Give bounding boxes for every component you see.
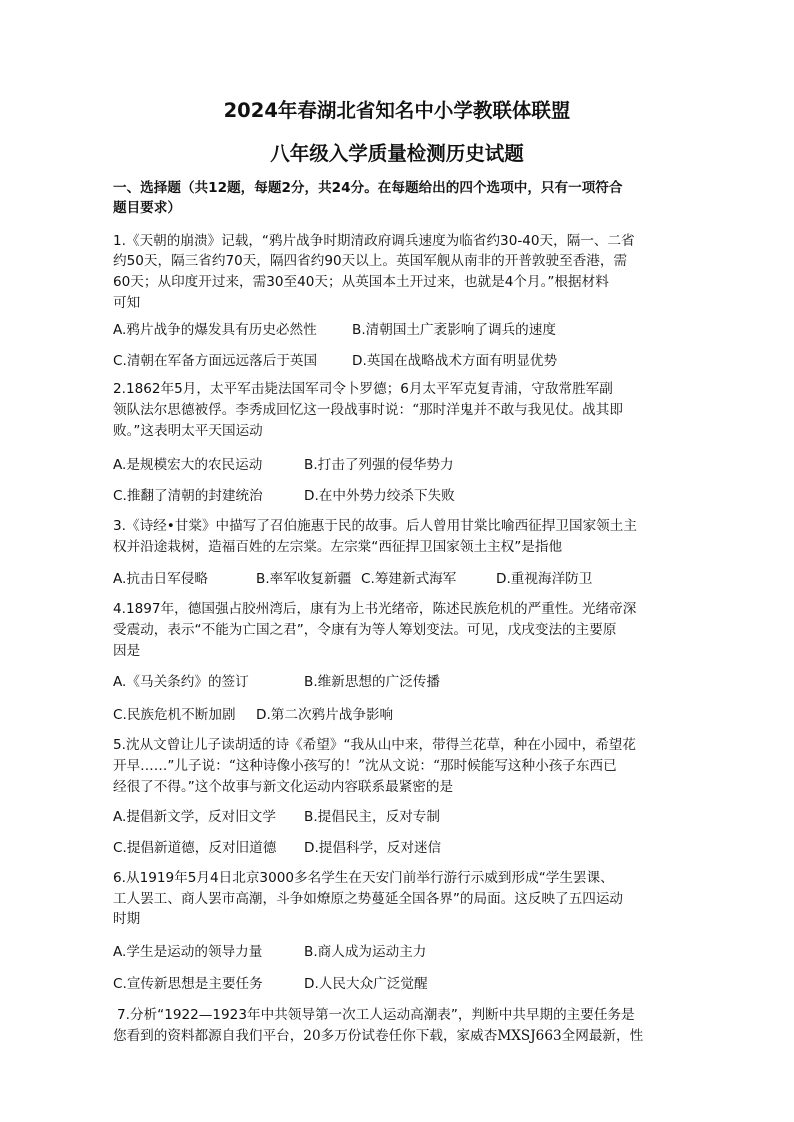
q1-line: 60天；从印度开过来，需30至40天；从英国本土开过来，也就是4个月。”根据材料 xyxy=(113,274,609,290)
exam-title-line1: 2024年春湖北省知名中小学教联体联盟 xyxy=(223,99,571,122)
q1-line: 1.《天朝的崩溃》记载，“鸦片战争时期清政府调兵速度为临省约30-40天，隔一、二省 xyxy=(113,233,635,249)
q6-line: 时期 xyxy=(113,911,141,927)
q6-line: 6.从1919年5月4日北京3000多名学生在天安门前举行游行示威到形成“学生罢课、 xyxy=(113,870,614,886)
q5-line: 5.沈从文曾让儿子读胡适的诗《希望》“我从山中来，带得兰花草，种在小园中，希望花 xyxy=(113,737,636,753)
q4-option-c: C.民族危机不断加剧 xyxy=(113,707,236,723)
q1-line: 可知 xyxy=(113,295,141,311)
q6-option-a: A.学生是运动的领导力量 xyxy=(113,944,263,960)
section-heading-line1: 一、选择题（共12题，每题2分，共24分。在每题给出的四个选项中，只有一项符合 xyxy=(113,180,623,196)
q7-line: 7.分析“1922—1923年中共领导第一次工人运动高潮表”，判断中共早期的主要任务是 xyxy=(117,1007,635,1023)
q2-line: 败。”这表明太平天国运动 xyxy=(113,423,263,439)
q3-line: 权并沿途栽树，造福百姓的左宗棠。左宗棠“西征捍卫国家领土主权”是指他 xyxy=(113,539,563,555)
q5-option-b: B.提倡民主，反对专制 xyxy=(304,809,440,825)
q5-line-text: 开早……”儿子说： xyxy=(113,758,229,774)
q1-option-d: D.英国在战略战术方面有明显优势 xyxy=(352,353,558,369)
q2-option-a: A.是规模宏大的农民运动 xyxy=(113,457,263,473)
q1-line: 约50天，隔三省约70天，隔四省约90天以上。英国军舰从南非的开普敦驶至香港，需 xyxy=(113,253,628,269)
q2-quote-text: “那时洋鬼并不敢与我见仗。战其即 xyxy=(412,402,623,418)
q4-line: 受震动，表示“不能为亡国之君”，令康有为等人筹划变法。可见，戊戌变法的主要原 xyxy=(113,622,617,638)
q2-line-text: 领队法尔思德被俘。李秀成回忆这一段战事时说： xyxy=(113,402,413,418)
q5-line: 经很了不得。”这个故事与新文化运动内容联系最紧密的是 xyxy=(113,779,454,795)
q1-option-a: A.鸦片战争的爆发具有历史必然性 xyxy=(113,322,317,338)
q5-quote-text: “这种诗像小孩写的！”沈从文说：“那时候能写这种小孩子东西已 xyxy=(228,758,617,774)
q3-option-b: B.率军收复新疆 xyxy=(256,571,352,587)
q3-line: 3.《诗经•甘棠》中描写了召伯施惠于民的故事。后人曾用甘棠比喻西征捍卫国家领土主 xyxy=(113,518,637,534)
q6-option-d: D.人民大众广泛觉醒 xyxy=(304,976,428,992)
q6-line: 工人罢工、商人罢市高潮，斗争如燎原之势蔓延全国各界”的局面。这反映了五四运动 xyxy=(113,891,624,907)
q2-line: 2.1862年5月，太平军击毙法国军司令卜罗德；6月太平军克复青浦，守敌常胜军副 xyxy=(113,381,613,397)
q2-line xyxy=(113,398,623,418)
q4-line: 4.1897年，德国强占胶州湾后，康有为上书光绪帝，陈述民族危机的严重性。光绪帝深 xyxy=(113,601,637,617)
section-heading-line2: 题目要求） xyxy=(113,200,181,216)
q5-option-d: D.提倡科学，反对迷信 xyxy=(304,840,442,856)
q3-option-d: D.重视海洋防卫 xyxy=(496,571,593,587)
q6-option-b: B.商人成为运动主力 xyxy=(304,944,427,960)
q2-option-b: B.打击了列强的侵华势力 xyxy=(304,457,454,473)
q4-option-a: A.《马关条约》的签订 xyxy=(113,674,249,690)
q5-option-a: A.提倡新文学，反对旧文学 xyxy=(113,809,276,825)
q4-option-d: D.第二次鸦片战争影响 xyxy=(256,707,394,723)
q6-option-c: C.宣传新思想是主要任务 xyxy=(113,976,263,992)
q2-option-c: C.推翻了清朝的封建统治 xyxy=(113,488,263,504)
exam-title-line2: 八年级入学质量检测历史试题 xyxy=(270,142,524,165)
q4-option-b: B.维新思想的广泛传播 xyxy=(304,674,440,690)
q2-option-d: D.在中外势力绞杀下失败 xyxy=(304,488,455,504)
q5-option-c: C.提倡新道德，反对旧道德 xyxy=(113,840,277,856)
q3-option-a: A.抗击日军侵略 xyxy=(113,571,208,587)
q1-option-c: C.清朝在军备方面远远落后于英国 xyxy=(113,353,318,369)
q4-line: 因是 xyxy=(113,643,141,659)
watermark-notice: 您看到的资料都源自我们平台，20多万份试卷任你下载，家威杏MXSJ663全网最新，性 xyxy=(113,1028,644,1044)
q5-line xyxy=(113,754,617,774)
q1-option-b: B.清朝国土广袤影响了调兵的速度 xyxy=(352,322,556,338)
q3-option-c: C.筹建新式海军 xyxy=(361,571,457,587)
